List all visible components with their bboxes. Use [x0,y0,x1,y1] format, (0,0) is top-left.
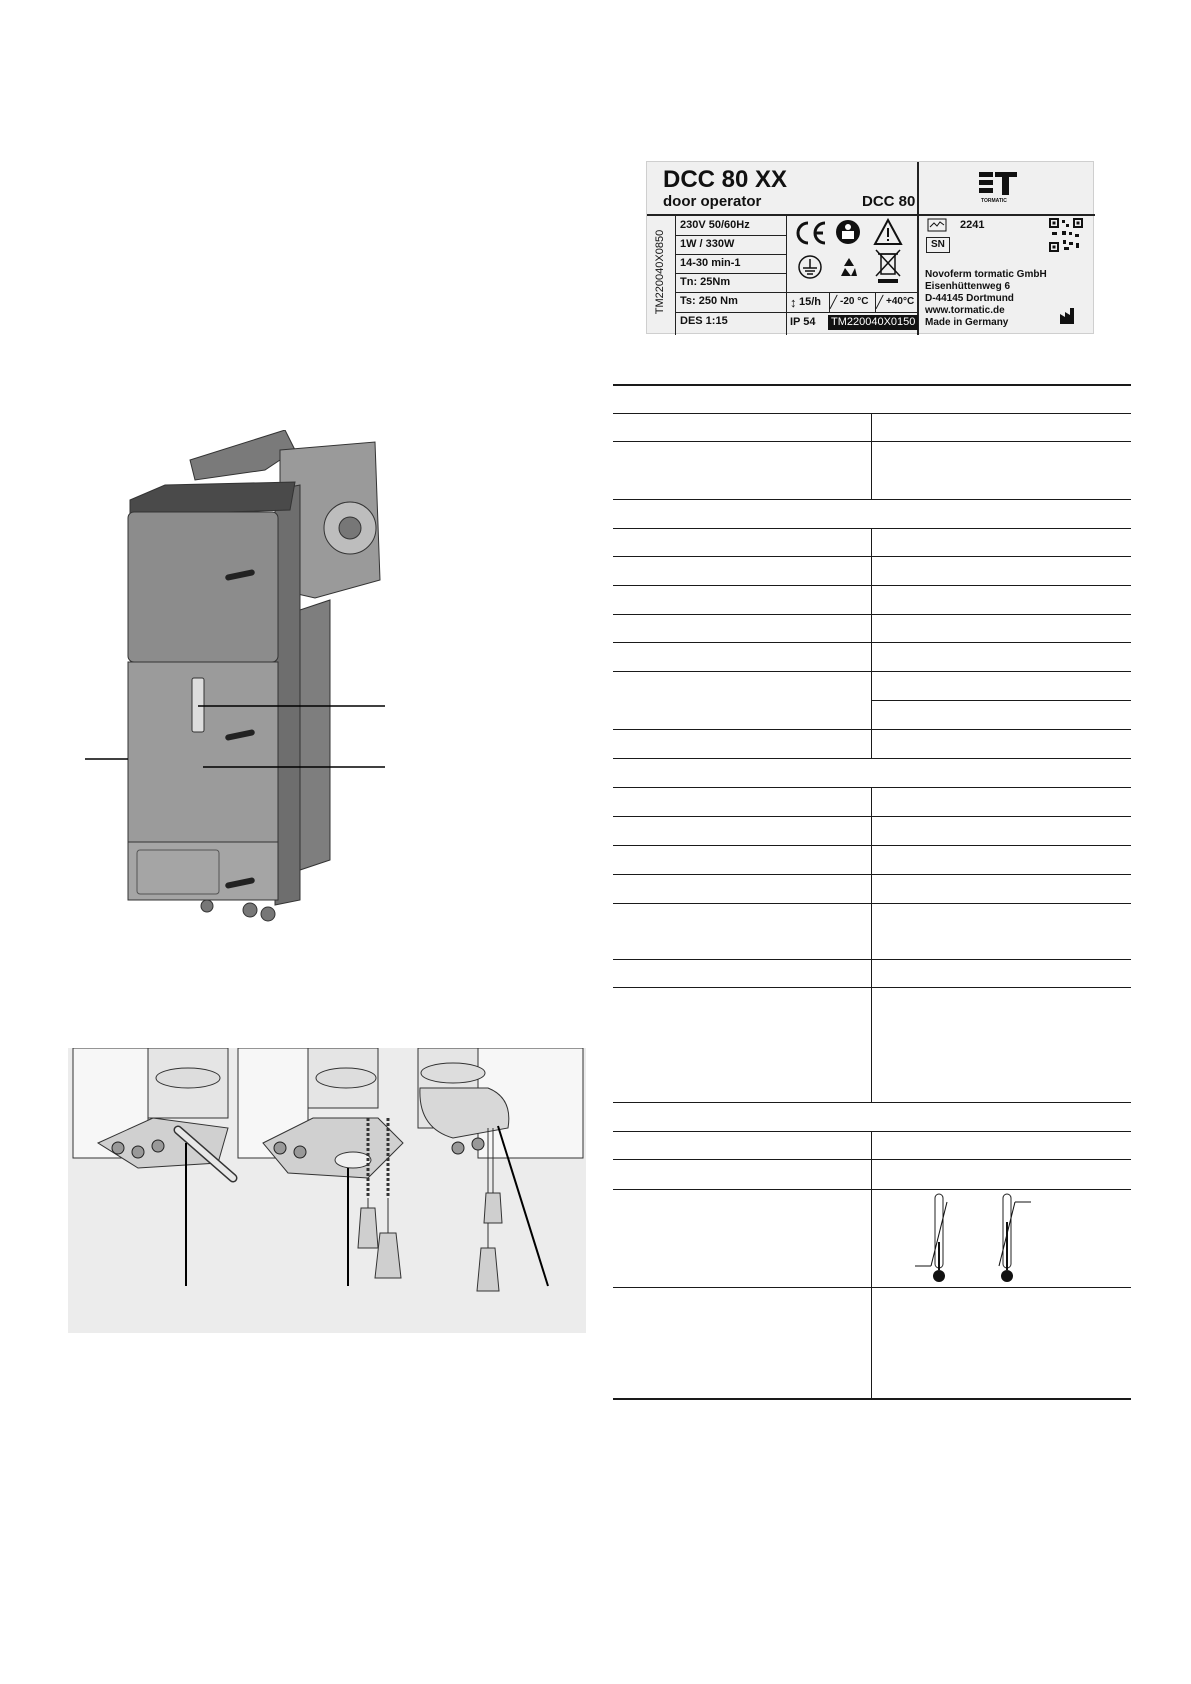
plate-cycles: 15/h [799,296,822,308]
logo-text: TORMATIC [981,198,1007,204]
ground-icon [797,254,823,285]
ce-mark-icon [793,220,829,251]
plate-vertical-code: TM220040X0850 [654,229,666,315]
weee-bin-icon [873,248,903,289]
cycles-arrow-icon: ↕ [790,295,797,310]
plate-code-highlight: TM220040X0150 [828,315,918,330]
operator-illustration [85,430,385,930]
manufacturer-street: Eisenhüttenweg 6 [925,281,1011,292]
plate-description: door operator [663,193,762,210]
tormatic-logo [969,168,1029,208]
thermometer-icon: ╱ [876,295,884,309]
plate-date-code: 2241 [960,219,985,231]
manufacturer-name: Novoferm tormatic GmbH [925,269,1047,280]
emergency-release-illustration [68,1048,586,1333]
type-plate [646,161,1094,334]
spec-speed: 14-30 min-1 [680,257,741,269]
specification-table [613,384,1131,1400]
recycle-icon [837,256,861,285]
manufacturer-city: D-44145 Dortmund [925,293,1014,304]
thermometer-icon: ╱ [830,295,838,309]
factory-icon [1060,308,1078,329]
manufacturer-origin: Made in Germany [925,317,1009,328]
spec-voltage: 230V 50/60Hz [680,219,750,231]
plate-temp-max: +40°C [886,296,915,307]
thermometer-icon [913,1192,973,1289]
manual-icon [835,219,861,250]
manufacturer-website: www.tormatic.de [925,305,1005,316]
plate-model: DCC 80 XX [663,166,788,193]
plate-temp-min: -20 °C [840,296,869,307]
plate-ip-rating: IP 54 [790,316,816,328]
warning-icon [873,218,903,251]
thermometer-icon [981,1192,1041,1289]
qr-code-icon [1049,218,1083,257]
spec-des: DES 1:15 [680,315,728,327]
plate-model-short: DCC 80 [862,193,916,210]
spec-power: 1W / 330W [680,238,735,250]
plate-sn-label: SN [926,237,950,253]
spec-torque-static: Ts: 250 Nm [680,295,738,307]
date-stamp-icon [927,218,947,237]
spec-torque-nominal: Tn: 25Nm [680,276,731,288]
